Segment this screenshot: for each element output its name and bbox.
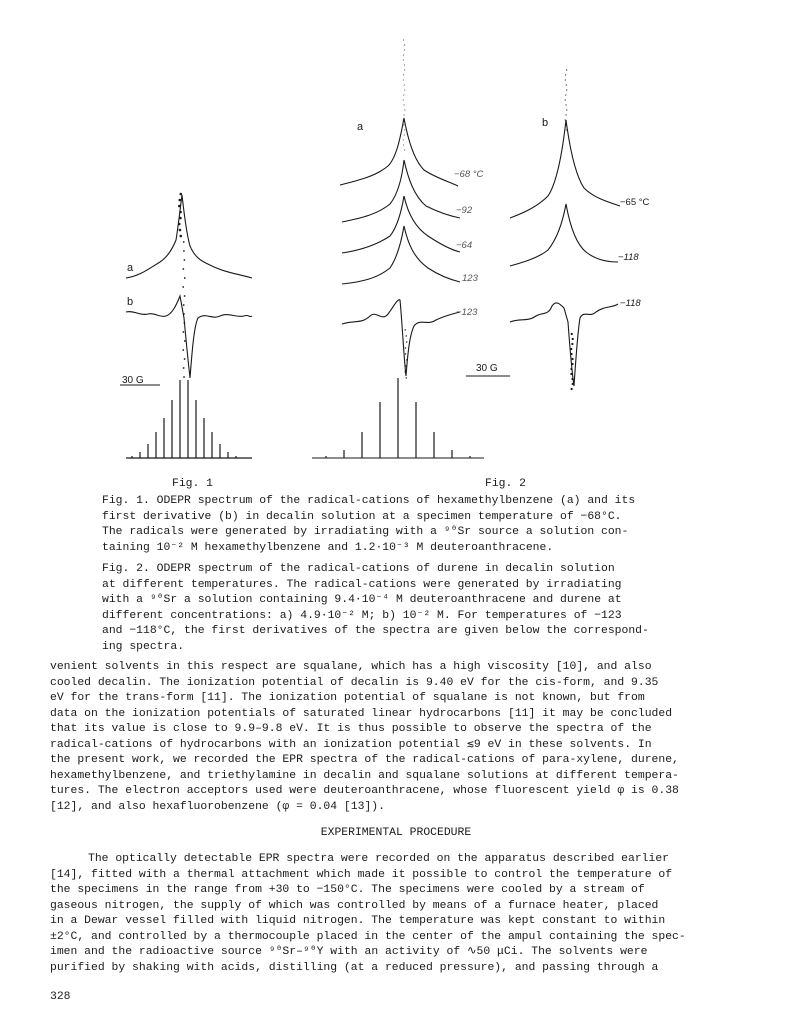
dot xyxy=(179,235,182,238)
text-line: cooled decalin. The ionization potential of decalin is 9.40 eV for the cis-form, and 9.35 xyxy=(50,676,659,689)
dot xyxy=(570,368,572,370)
fig1-caption-line: The radicals were generated by irradiating with a ⁹⁰Sr source a solution con- xyxy=(102,526,629,538)
dot xyxy=(403,140,404,141)
fig2b-temp-2: −118 xyxy=(618,252,639,263)
dot xyxy=(403,120,404,121)
fig1-trace-a xyxy=(126,195,252,278)
text-line: imen and the radioactive source ⁹⁰Sr–⁹⁰Y with an activity of ∿50 μCi. The solvents were xyxy=(50,946,648,958)
dot xyxy=(404,70,405,71)
dot xyxy=(565,94,566,95)
fig1-sticks xyxy=(132,380,236,458)
dot xyxy=(565,124,566,125)
dot xyxy=(404,150,405,151)
dot xyxy=(566,84,567,85)
text-line: the present work, we recorded the EPR spectra of the radical-cations of para-xylene, durene, xyxy=(50,754,679,766)
dot xyxy=(403,125,404,126)
dot xyxy=(570,353,572,355)
text-line: the specimens in the range from +30 to −150°C. The specimens were cooled by a stream of xyxy=(50,884,645,896)
dot xyxy=(571,378,573,380)
dot xyxy=(406,359,407,360)
dot xyxy=(183,304,185,306)
dot xyxy=(178,205,181,208)
fig2b-temp-3: −118 xyxy=(620,298,641,309)
dot xyxy=(184,259,186,261)
fig1-trace-b xyxy=(126,296,252,378)
fig1-caption-line: taining 10⁻² M hexamethylbenzene and 1.2·10⁻³ M deuteroanthracene. xyxy=(102,541,554,554)
fig2-panel-b-label: b xyxy=(542,117,549,129)
dot xyxy=(404,50,405,51)
dot xyxy=(565,74,566,75)
fig1-label-b: b xyxy=(127,296,134,308)
dot xyxy=(183,313,185,315)
dot xyxy=(571,343,573,345)
page-number: 328 xyxy=(50,991,71,1003)
dot xyxy=(404,45,405,46)
fig2-caption-line: at different temperatures. The radical-cations were generated by irradiating xyxy=(102,578,622,591)
dot xyxy=(570,373,572,375)
text-line: in a Dewar vessel filled with liquid nitrogen. The temperature was kept constant to within xyxy=(50,915,666,927)
fig1-caption-line: first derivative (b) in decalin solution at a specimen temperature of −68°C. xyxy=(102,510,622,523)
dot xyxy=(566,89,567,90)
fig1-scale-label: 30 G xyxy=(122,375,144,386)
text-line: that its value is close to 9.9–9.8 eV. It is thus possible to observe the spectra of the xyxy=(50,723,652,735)
dot xyxy=(566,129,567,130)
dot xyxy=(405,353,406,354)
dot xyxy=(182,268,184,270)
dot xyxy=(403,40,404,41)
dot xyxy=(565,104,566,105)
fig2b-trace-118-derivative xyxy=(510,303,618,386)
fig2-caption-label: Fig. 2 xyxy=(485,478,527,490)
dot xyxy=(183,250,185,252)
fig2a-temp-1: −68 °C xyxy=(454,169,484,180)
text-line: [12], and also hexafluorobenzene (φ = 0.04 [13]). xyxy=(50,800,385,813)
dot xyxy=(403,145,404,146)
text-line: data on the ionization potentials of saturated linear hydrocarbons [11] it may be concluded xyxy=(50,707,673,720)
dot xyxy=(566,69,567,70)
dot xyxy=(404,115,405,116)
dot xyxy=(178,223,181,226)
fig1-label-a: a xyxy=(127,262,134,274)
fig1-caption-label: Fig. 1 xyxy=(172,478,214,490)
fig2a-trace-64 xyxy=(342,196,460,253)
fig2-caption-line: with a ⁹⁰Sr a solution containing 9.4·10⁻⁴ M deuteroanthracene and durene at xyxy=(102,594,622,606)
dot xyxy=(572,383,574,385)
text-line: purified by shaking with acids, distilling (at a reduced pressure), and passing through a xyxy=(50,961,659,974)
body-paragraph-2 xyxy=(50,852,742,976)
dot xyxy=(403,55,404,56)
fig1-caption xyxy=(102,494,702,556)
dot xyxy=(182,286,184,288)
figures-area xyxy=(0,0,792,490)
text-line: gaseous nitrogen, the supply of which was controlled by means of a furnace heater, placed xyxy=(50,899,659,912)
dot xyxy=(183,241,185,243)
dot xyxy=(403,95,404,96)
fig2b-trace-65 xyxy=(510,120,620,218)
dot xyxy=(405,329,406,330)
dot xyxy=(404,130,405,131)
dot xyxy=(179,217,182,220)
dot xyxy=(406,377,407,378)
dot xyxy=(566,109,567,110)
fig1-caption-line: Fig. 1. ODEPR spectrum of the radical-cations of hexamethylbenzene (a) and its xyxy=(102,495,636,507)
fig2-caption-line: different concentrations: a) 4.9·10⁻² M; b) 10⁻² M. For temperatures of −123 xyxy=(102,609,622,622)
text-line: tures. The electron acceptors used were deuteroanthracene, whose fluorescent yield φ is 0.38 xyxy=(50,785,679,797)
dot xyxy=(403,80,404,81)
dot xyxy=(404,90,405,91)
dot xyxy=(565,119,566,120)
dot xyxy=(565,99,566,100)
dot xyxy=(184,358,186,360)
fig2a-temp-2: −92 xyxy=(456,205,473,216)
fig2a-temp-4: 123 xyxy=(462,273,478,284)
dot xyxy=(403,100,404,101)
dot xyxy=(405,365,406,366)
dot xyxy=(565,114,566,115)
body-paragraph-1 xyxy=(50,660,742,815)
figure-2b xyxy=(510,120,620,386)
dot xyxy=(179,229,182,232)
dot xyxy=(184,277,186,279)
fig2a-dotted-peak xyxy=(403,40,408,379)
fig2-scale-label: 30 G xyxy=(476,363,498,374)
fig2-caption-line: ing spectra. xyxy=(102,640,185,653)
dot xyxy=(184,340,186,342)
dot xyxy=(571,388,573,390)
dot xyxy=(179,211,182,214)
dot xyxy=(572,358,574,360)
fig2-caption-line: Fig. 2. ODEPR spectrum of the radical-cations of durene in decalin solution xyxy=(102,563,615,575)
dot xyxy=(571,363,573,365)
dot xyxy=(406,335,407,336)
dot xyxy=(178,199,181,202)
text-line: The optically detectable EPR spectra were recorded on the apparatus described earlier xyxy=(88,853,670,865)
dot xyxy=(179,193,182,196)
fig2-caption xyxy=(102,562,702,655)
dot xyxy=(403,60,404,61)
dot xyxy=(403,75,404,76)
dot xyxy=(565,79,566,80)
text-line: venient solvents in this respect are squalane, which has a high viscosity [10], and also xyxy=(50,661,652,673)
dot xyxy=(404,135,405,136)
section-heading: EXPERIMENTAL PROCEDURE xyxy=(320,827,472,839)
text-line: [14], fitted with a thermal attachment which made it possible to control the temperature of xyxy=(50,868,673,881)
dot xyxy=(183,376,185,378)
dot xyxy=(183,367,185,369)
dot xyxy=(182,331,184,333)
dot xyxy=(404,105,405,106)
fig2a-trace-123a xyxy=(342,226,460,284)
dot xyxy=(572,338,574,340)
figure-1 xyxy=(120,195,252,458)
text-line: radical-cations of hydrocarbons with an ionization potential ≲9 eV in these solvents. In xyxy=(50,738,652,751)
text-line: hexamethylbenzene, and triethylamine in decalin and squalane solutions at different tempera- xyxy=(50,769,679,782)
text-line: eV for the trans-form [11]. The ionization potential of squalane is not known, but from xyxy=(50,692,645,704)
fig2-panel-a-label: a xyxy=(357,121,364,133)
dot xyxy=(184,295,186,297)
dot xyxy=(571,333,573,335)
text-line: ±2°C, and controlled by a thermocouple placed in the center of the ampul containing the spec- xyxy=(50,930,686,943)
fig2b-temp-1: −65 °C xyxy=(620,197,650,208)
fig2a-temp-3: −64 xyxy=(456,240,473,251)
dot xyxy=(406,341,407,342)
fig2a-trace-123-derivative xyxy=(342,300,460,376)
dot xyxy=(404,110,405,111)
dot xyxy=(405,347,406,348)
fig2b-trace-118 xyxy=(510,204,618,266)
fig2a-temp-5: −123 xyxy=(456,307,478,318)
dot xyxy=(182,349,184,351)
fig2-caption-line: and −118°C, the first derivatives of the spectra are given below the correspond- xyxy=(102,625,649,637)
dot xyxy=(404,65,405,66)
dot xyxy=(570,348,572,350)
dot xyxy=(405,371,406,372)
dot xyxy=(183,322,185,324)
fig2a-sticks xyxy=(326,378,470,458)
dot xyxy=(404,85,405,86)
